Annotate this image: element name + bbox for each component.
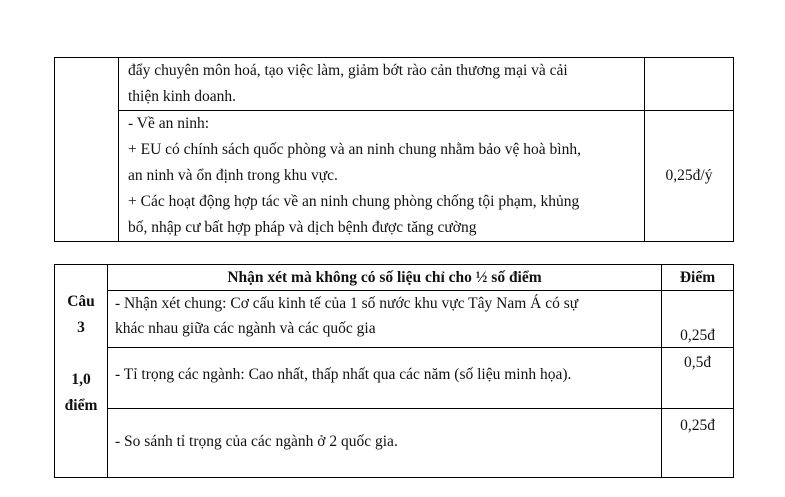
content-line: đẩy chuyên môn hoá, tạo việc làm, giảm bớt rào cản thương mại và cải [128, 62, 568, 79]
content-line: - Tỉ trọng các ngành: Cao nhất, thấp nhất qua các năm (số liệu minh họa). [115, 366, 572, 383]
spacer [55, 341, 107, 367]
header-content: Nhận xét mà không có số liệu chỉ cho ½ số điểm [108, 265, 662, 291]
score-cell: 0,25đ [662, 291, 734, 348]
content-line: - Về an ninh: [128, 115, 210, 132]
content-line: + Các hoạt động hợp tác về an ninh chung phòng chống tội phạm, khủng [128, 193, 580, 210]
content-cell [108, 348, 662, 409]
content-line: bố, nhập cư bất hợp pháp và dịch bệnh được tăng cường [128, 219, 477, 236]
content-line: khác nhau giữa các ngành và các quốc gia [115, 320, 376, 337]
content-cell [108, 409, 662, 478]
table-row [55, 291, 734, 348]
table-row [55, 111, 734, 242]
answer-table-question-3 [54, 264, 734, 478]
content-line: - So sánh tỉ trọng của các ngành ở 2 quốc gia. [115, 433, 398, 450]
header-score: Điểm [662, 265, 734, 291]
question-label-cell [55, 265, 108, 478]
question-label: Câu [67, 293, 95, 310]
table-header-row [55, 265, 734, 291]
content-line: - Nhận xét chung: Cơ cấu kinh tế của 1 số nước khu vực Tây Nam Á có sự [115, 295, 579, 312]
question-cell-empty [55, 58, 119, 242]
question-number: 3 [77, 319, 85, 336]
content-line: an ninh và ổn định trong khu vực. [128, 167, 338, 184]
content-line: + EU có chính sách quốc phòng và an ninh chung nhằm bảo vệ hoà bình, [128, 141, 581, 158]
score-cell: 0,25đ [662, 409, 734, 478]
score-cell [645, 58, 734, 111]
score-cell: 0,5đ [662, 348, 734, 409]
table-row [55, 348, 734, 409]
content-cell [119, 58, 645, 111]
question-points-unit: điểm [64, 397, 98, 414]
content-cell [119, 111, 645, 242]
answer-table-eu-section [54, 57, 734, 242]
question-points-value: 1,0 [71, 371, 91, 388]
table-row [55, 409, 734, 478]
score-cell: 0,25đ/ý [645, 111, 734, 242]
table-row [55, 58, 734, 111]
content-cell [108, 291, 662, 348]
content-line: thiện kinh doanh. [128, 88, 237, 105]
